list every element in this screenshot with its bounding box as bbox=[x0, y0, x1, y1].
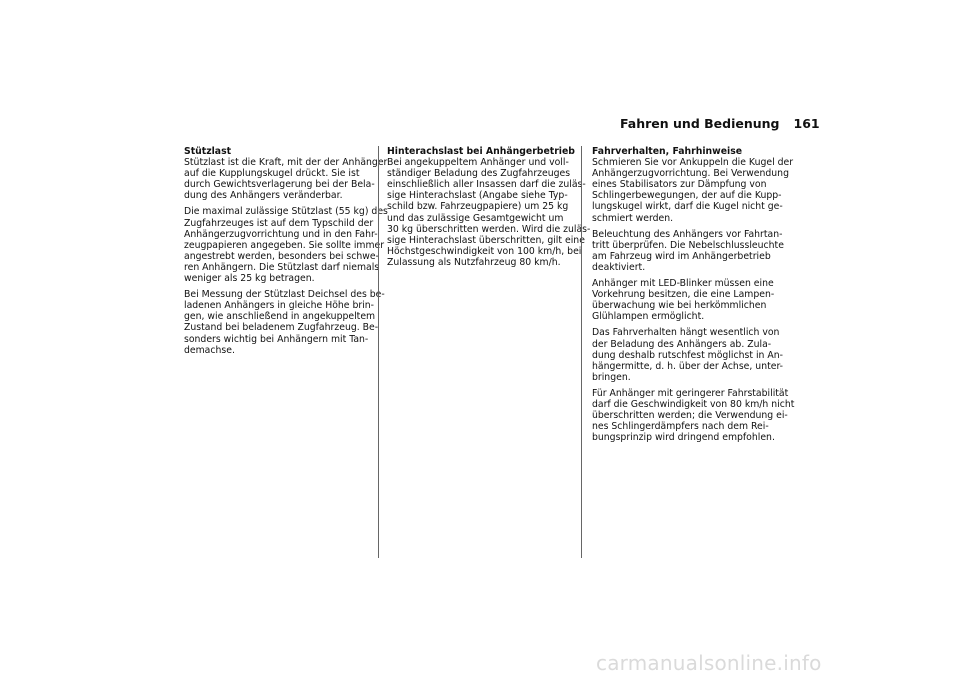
text-line: eines Stabilisators zur Dämpfung von bbox=[592, 179, 767, 191]
paragraph bbox=[184, 157, 388, 202]
text-line: hängermitte, d. h. über der Achse, unter- bbox=[592, 360, 784, 372]
text-line: Stützlast ist die Kraft, mit der der Anhänger bbox=[184, 157, 388, 169]
page-number: 161 bbox=[793, 116, 820, 131]
text-line: ren Anhängern. Die Stützlast darf niemals bbox=[184, 261, 380, 273]
text-line: einschließlich aller Insassen darf die zuläs- bbox=[387, 179, 586, 191]
section-title: Fahren und Bedienung bbox=[620, 116, 780, 131]
text-line: demachse. bbox=[184, 344, 235, 356]
text-line: darf die Geschwindigkeit von 80 km/h nicht bbox=[592, 398, 795, 410]
text-line: Zugfahrzeuges ist auf dem Typschild der bbox=[184, 217, 374, 229]
text-line: Zustand bei beladenem Zugfahrzeug. Be- bbox=[184, 322, 379, 334]
column-body bbox=[387, 157, 591, 268]
text-line: am Fahrzeug wird im Anhängerbetrieb bbox=[592, 250, 771, 262]
text-line: Bei Messung der Stützlast Deichsel des be- bbox=[184, 289, 385, 301]
text-line: Glühlampen ermöglicht. bbox=[592, 311, 705, 323]
text-line: schmiert werden. bbox=[592, 212, 674, 224]
text-line: Das Fahrverhalten hängt wesentlich von bbox=[592, 327, 780, 339]
text-line: Höchstgeschwindigkeit von 100 km/h, bei bbox=[387, 245, 582, 257]
text-line: Vorkehrung besitzen, die eine Lampen- bbox=[592, 289, 775, 301]
text-line: Beleuchtung des Anhängers vor Fahrtan- bbox=[592, 228, 783, 240]
text-line: dung des Anhängers veränderbar. bbox=[184, 190, 343, 202]
paragraph bbox=[592, 228, 784, 273]
text-line: Schlingerbewegungen, der auf die Kupp- bbox=[592, 190, 782, 202]
text-line: sige Hinterachslast überschritten, gilt eine bbox=[387, 234, 585, 246]
text-line: 30 kg überschritten werden. Wird die zuläs- bbox=[387, 223, 591, 235]
heading-hinterachslast: Hinterachslast bei Anhängerbetrieb bbox=[387, 146, 575, 157]
text-line: schild bzw. Fahrzeugpapiere) um 25 kg bbox=[387, 201, 569, 213]
text-line: sonders wichtig bei Anhängern mit Tan- bbox=[184, 333, 369, 345]
column-divider bbox=[378, 146, 379, 558]
text-line: Anhängerzugvorrichtung. Bei Verwendung bbox=[592, 168, 789, 180]
text-line: der Beladung des Anhängers ab. Zula- bbox=[592, 338, 772, 350]
text-line: Für Anhänger mit geringerer Fahrstabilität bbox=[592, 387, 789, 399]
column-hinterachslast bbox=[387, 146, 591, 273]
text-line: angestrebt werden, besonders bei schwe- bbox=[184, 250, 379, 262]
text-line: auf die Kupplungskugel drückt. Sie ist bbox=[184, 168, 360, 180]
column-stuetzlast bbox=[184, 146, 388, 361]
text-line: ständiger Beladung des Zugfahrzeuges bbox=[387, 168, 571, 180]
text-line: lungskugel wirkt, darf die Kugel nicht ge- bbox=[592, 201, 783, 213]
text-line: überwachung wie bei herkömmlichen bbox=[592, 300, 767, 312]
text-line: Anhänger mit LED-Blinker müssen eine bbox=[592, 278, 774, 290]
text-line: dung deshalb rutschfest möglichst in An- bbox=[592, 349, 783, 361]
column-fahrverhalten bbox=[592, 146, 795, 448]
text-line: Anhängerzugvorrichtung und in den Fahr- bbox=[184, 228, 378, 240]
text-line: überschritten werden; die Verwendung ei- bbox=[592, 410, 788, 422]
text-line: durch Gewichtsverlagerung bei der Bela- bbox=[184, 179, 375, 191]
text-line: ladenen Anhängers in gleiche Höhe brin- bbox=[184, 300, 375, 312]
text-line: deaktiviert. bbox=[592, 261, 646, 273]
text-line: gen, wie anschließend in angekuppeltem bbox=[184, 311, 376, 323]
paragraph bbox=[592, 157, 794, 224]
text-line: zeugpapieren angegeben. Sie sollte immer bbox=[184, 239, 385, 251]
heading-stuetzlast: Stützlast bbox=[184, 146, 232, 157]
text-line: tritt überprüfen. Die Nebelschlussleuchte bbox=[592, 239, 784, 251]
text-line: Schmieren Sie vor Ankuppeln die Kugel der bbox=[592, 157, 794, 169]
paragraph bbox=[592, 278, 780, 322]
paragraph bbox=[592, 387, 795, 444]
text-line: nes Schlingerdämpfers nach dem Rei- bbox=[592, 421, 769, 433]
text-line: bungsprinzip wird dringend empfohlen. bbox=[592, 432, 775, 444]
column-divider bbox=[581, 146, 582, 558]
text-line: Die maximal zulässige Stützlast (55 kg) des bbox=[184, 206, 388, 218]
page-header bbox=[620, 116, 820, 131]
text-line: Zulassung als Nutzfahrzeug 80 km/h. bbox=[387, 256, 561, 268]
paragraph bbox=[184, 289, 385, 356]
paragraph bbox=[592, 327, 784, 383]
column-body bbox=[592, 157, 795, 444]
watermark-text: carmanualsonline.info bbox=[596, 651, 822, 675]
text-line: sige Hinterachslast (Angabe siehe Typ- bbox=[387, 190, 568, 202]
paragraph bbox=[184, 206, 388, 285]
text-line: Bei angekuppeltem Anhänger und voll- bbox=[387, 157, 569, 169]
heading-fahrverhalten: Fahrverhalten, Fahrhinweise bbox=[592, 146, 743, 157]
paragraph bbox=[387, 157, 591, 268]
text-line: und das zulässige Gesamtgewicht um bbox=[387, 212, 564, 224]
text-line: weniger als 25 kg betragen. bbox=[184, 273, 315, 285]
column-body bbox=[184, 157, 388, 356]
text-line: bringen. bbox=[592, 371, 631, 383]
